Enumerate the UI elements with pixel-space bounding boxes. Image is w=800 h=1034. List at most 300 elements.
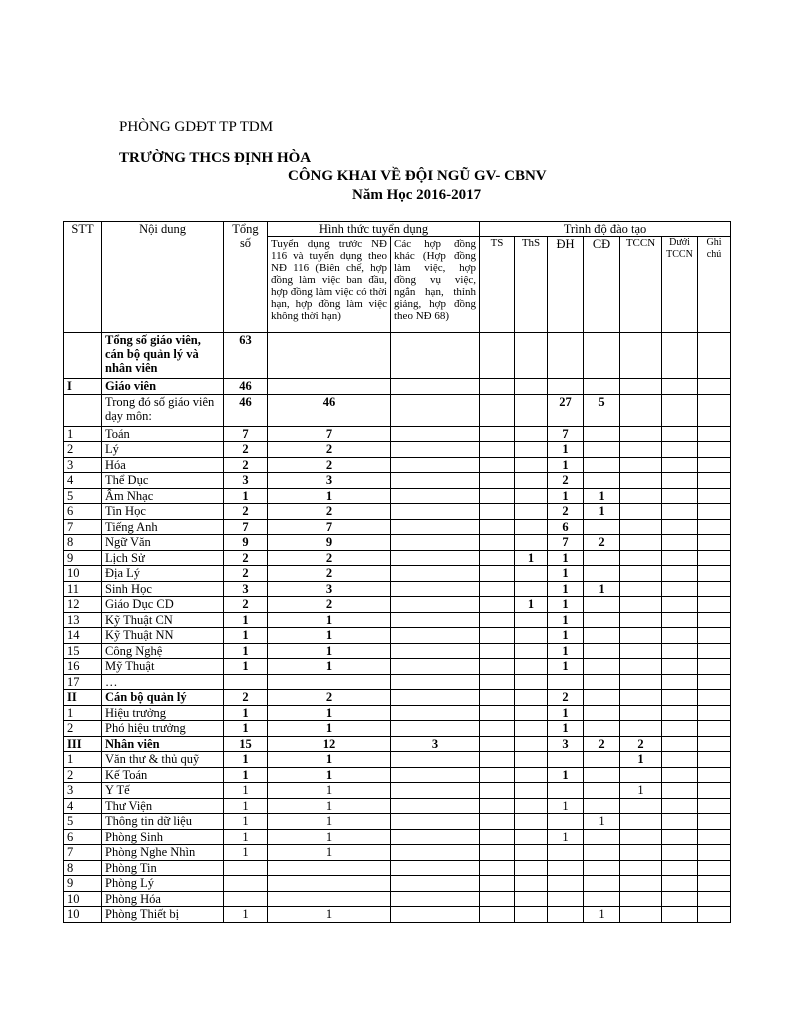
cell-stt bbox=[64, 394, 102, 426]
cell-note bbox=[698, 659, 731, 675]
cell-ths bbox=[515, 674, 548, 690]
cell-ths bbox=[515, 473, 548, 489]
cell-below bbox=[662, 628, 698, 644]
cell-dh: 1 bbox=[548, 659, 584, 675]
cell-tccn bbox=[620, 721, 662, 737]
cell-nd116: 2 bbox=[268, 566, 391, 582]
cell-other bbox=[391, 876, 480, 892]
cell-total: 63 bbox=[224, 333, 268, 379]
cell-tccn bbox=[620, 907, 662, 923]
cell-stt: 3 bbox=[64, 783, 102, 799]
cell-ts bbox=[480, 798, 515, 814]
cell-total: 2 bbox=[224, 457, 268, 473]
cell-below bbox=[662, 442, 698, 458]
cell-ts bbox=[480, 597, 515, 613]
cell-cd bbox=[584, 752, 620, 768]
cell-other bbox=[391, 535, 480, 551]
cell-cd bbox=[584, 876, 620, 892]
cell-ts bbox=[480, 442, 515, 458]
cell-cd bbox=[584, 659, 620, 675]
cell-note bbox=[698, 721, 731, 737]
cell-below bbox=[662, 550, 698, 566]
cell-other bbox=[391, 628, 480, 644]
table-row bbox=[64, 814, 731, 830]
cell-tccn bbox=[620, 566, 662, 582]
cell-tccn: 2 bbox=[620, 736, 662, 752]
cell-stt: 1 bbox=[64, 752, 102, 768]
cell-ths bbox=[515, 798, 548, 814]
cell-below bbox=[662, 581, 698, 597]
cell-cd bbox=[584, 705, 620, 721]
cell-other bbox=[391, 473, 480, 489]
cell-cd: 5 bbox=[584, 394, 620, 426]
cell-tccn bbox=[620, 519, 662, 535]
cell-note bbox=[698, 876, 731, 892]
table-row bbox=[64, 597, 731, 613]
table-row bbox=[64, 845, 731, 861]
cell-below bbox=[662, 767, 698, 783]
cell-content: Tiếng Anh bbox=[102, 519, 224, 535]
cell-nd116: 2 bbox=[268, 504, 391, 520]
cell-total bbox=[224, 674, 268, 690]
cell-note bbox=[698, 907, 731, 923]
cell-dh: 1 bbox=[548, 705, 584, 721]
cell-cd bbox=[584, 379, 620, 395]
cell-ths bbox=[515, 783, 548, 799]
cell-below bbox=[662, 736, 698, 752]
table-row bbox=[64, 379, 731, 395]
cell-cd: 1 bbox=[584, 504, 620, 520]
cell-ts bbox=[480, 394, 515, 426]
cell-stt: 10 bbox=[64, 566, 102, 582]
cell-note bbox=[698, 643, 731, 659]
cell-below bbox=[662, 907, 698, 923]
cell-nd116 bbox=[268, 379, 391, 395]
cell-below bbox=[662, 488, 698, 504]
cell-note bbox=[698, 736, 731, 752]
header-note: Ghi chú bbox=[698, 237, 731, 333]
cell-dh bbox=[548, 379, 584, 395]
cell-nd116: 1 bbox=[268, 845, 391, 861]
cell-stt: 16 bbox=[64, 659, 102, 675]
table-row bbox=[64, 394, 731, 426]
cell-total: 1 bbox=[224, 845, 268, 861]
cell-cd: 2 bbox=[584, 535, 620, 551]
cell-note bbox=[698, 612, 731, 628]
cell-ts bbox=[480, 426, 515, 442]
cell-nd116: 1 bbox=[268, 659, 391, 675]
cell-dh: 1 bbox=[548, 721, 584, 737]
cell-stt: 1 bbox=[64, 426, 102, 442]
cell-dh bbox=[548, 752, 584, 768]
cell-ths bbox=[515, 504, 548, 520]
cell-content: … bbox=[102, 674, 224, 690]
cell-note bbox=[698, 845, 731, 861]
cell-dh: 7 bbox=[548, 535, 584, 551]
cell-below bbox=[662, 814, 698, 830]
cell-ts bbox=[480, 690, 515, 706]
table-row bbox=[64, 473, 731, 489]
cell-note bbox=[698, 891, 731, 907]
table-row bbox=[64, 581, 731, 597]
cell-ts bbox=[480, 891, 515, 907]
cell-stt: 8 bbox=[64, 535, 102, 551]
cell-tccn bbox=[620, 442, 662, 458]
cell-stt: III bbox=[64, 736, 102, 752]
cell-cd bbox=[584, 566, 620, 582]
cell-ts bbox=[480, 333, 515, 379]
cell-tccn bbox=[620, 643, 662, 659]
cell-total: 2 bbox=[224, 504, 268, 520]
cell-total: 7 bbox=[224, 426, 268, 442]
cell-dh: 2 bbox=[548, 690, 584, 706]
cell-total: 1 bbox=[224, 798, 268, 814]
cell-cd bbox=[584, 473, 620, 489]
cell-dh: 2 bbox=[548, 504, 584, 520]
cell-content: Nhân viên bbox=[102, 736, 224, 752]
cell-content: Âm Nhạc bbox=[102, 488, 224, 504]
cell-below bbox=[662, 535, 698, 551]
cell-ths bbox=[515, 628, 548, 644]
cell-total: 1 bbox=[224, 643, 268, 659]
cell-dh: 6 bbox=[548, 519, 584, 535]
cell-ths bbox=[515, 721, 548, 737]
cell-total: 2 bbox=[224, 566, 268, 582]
cell-stt: 14 bbox=[64, 628, 102, 644]
cell-below bbox=[662, 333, 698, 379]
cell-ths bbox=[515, 581, 548, 597]
cell-cd bbox=[584, 550, 620, 566]
cell-dh bbox=[548, 845, 584, 861]
cell-other bbox=[391, 783, 480, 799]
cell-tccn bbox=[620, 597, 662, 613]
cell-nd116: 1 bbox=[268, 721, 391, 737]
cell-nd116 bbox=[268, 860, 391, 876]
cell-ths: 1 bbox=[515, 550, 548, 566]
cell-ths bbox=[515, 705, 548, 721]
cell-cd: 2 bbox=[584, 736, 620, 752]
cell-cd bbox=[584, 891, 620, 907]
cell-content: Phòng Sinh bbox=[102, 829, 224, 845]
cell-content: Ngữ Văn bbox=[102, 535, 224, 551]
cell-ts bbox=[480, 907, 515, 923]
cell-note bbox=[698, 829, 731, 845]
cell-total: 1 bbox=[224, 829, 268, 845]
cell-note bbox=[698, 860, 731, 876]
cell-ths bbox=[515, 488, 548, 504]
cell-ts bbox=[480, 581, 515, 597]
cell-total: 1 bbox=[224, 612, 268, 628]
cell-tccn bbox=[620, 504, 662, 520]
cell-note bbox=[698, 628, 731, 644]
header-tccn: TCCN bbox=[620, 237, 662, 333]
cell-content: Thư Viện bbox=[102, 798, 224, 814]
cell-tccn bbox=[620, 767, 662, 783]
cell-note bbox=[698, 674, 731, 690]
cell-nd116: 7 bbox=[268, 426, 391, 442]
cell-ths bbox=[515, 767, 548, 783]
cell-tccn: 1 bbox=[620, 783, 662, 799]
cell-nd116: 1 bbox=[268, 612, 391, 628]
cell-stt: 13 bbox=[64, 612, 102, 628]
cell-note bbox=[698, 457, 731, 473]
cell-tccn bbox=[620, 829, 662, 845]
cell-nd116: 46 bbox=[268, 394, 391, 426]
cell-other bbox=[391, 550, 480, 566]
cell-ths bbox=[515, 612, 548, 628]
cell-stt: 3 bbox=[64, 457, 102, 473]
table-row bbox=[64, 457, 731, 473]
cell-ts bbox=[480, 643, 515, 659]
cell-dh: 1 bbox=[548, 628, 584, 644]
table-row bbox=[64, 488, 731, 504]
cell-tccn bbox=[620, 550, 662, 566]
cell-cd bbox=[584, 457, 620, 473]
cell-total: 1 bbox=[224, 752, 268, 768]
cell-cd: 1 bbox=[584, 814, 620, 830]
cell-ths bbox=[515, 379, 548, 395]
cell-ts bbox=[480, 612, 515, 628]
cell-cd: 1 bbox=[584, 581, 620, 597]
cell-other bbox=[391, 767, 480, 783]
cell-note bbox=[698, 752, 731, 768]
cell-note bbox=[698, 581, 731, 597]
cell-total bbox=[224, 876, 268, 892]
cell-below bbox=[662, 845, 698, 861]
cell-below bbox=[662, 566, 698, 582]
cell-nd116: 1 bbox=[268, 767, 391, 783]
cell-cd: 1 bbox=[584, 488, 620, 504]
cell-below bbox=[662, 752, 698, 768]
cell-nd116: 2 bbox=[268, 690, 391, 706]
cell-cd bbox=[584, 674, 620, 690]
cell-ths bbox=[515, 860, 548, 876]
cell-below bbox=[662, 473, 698, 489]
cell-dh bbox=[548, 876, 584, 892]
cell-total: 1 bbox=[224, 488, 268, 504]
cell-other bbox=[391, 860, 480, 876]
cell-nd116: 1 bbox=[268, 705, 391, 721]
cell-ts bbox=[480, 457, 515, 473]
cell-other bbox=[391, 907, 480, 923]
cell-tccn bbox=[620, 814, 662, 830]
header-dh: ĐH bbox=[548, 237, 584, 333]
table-row bbox=[64, 643, 731, 659]
cell-stt: 6 bbox=[64, 504, 102, 520]
cell-cd bbox=[584, 767, 620, 783]
cell-other bbox=[391, 394, 480, 426]
cell-dh bbox=[548, 891, 584, 907]
cell-tccn bbox=[620, 891, 662, 907]
cell-note bbox=[698, 690, 731, 706]
table-row bbox=[64, 442, 731, 458]
cell-stt: 7 bbox=[64, 519, 102, 535]
cell-cd bbox=[584, 721, 620, 737]
cell-below bbox=[662, 690, 698, 706]
cell-below bbox=[662, 457, 698, 473]
cell-stt: II bbox=[64, 690, 102, 706]
table-row bbox=[64, 628, 731, 644]
cell-other bbox=[391, 504, 480, 520]
cell-nd116: 1 bbox=[268, 814, 391, 830]
staff-table bbox=[63, 221, 731, 923]
cell-ths bbox=[515, 457, 548, 473]
cell-nd116: 1 bbox=[268, 783, 391, 799]
table-row bbox=[64, 612, 731, 628]
table-row bbox=[64, 519, 731, 535]
cell-total: 46 bbox=[224, 379, 268, 395]
cell-total: 2 bbox=[224, 597, 268, 613]
table-row bbox=[64, 674, 731, 690]
cell-tccn bbox=[620, 659, 662, 675]
table-row bbox=[64, 783, 731, 799]
cell-note bbox=[698, 442, 731, 458]
cell-content: Kỹ Thuật CN bbox=[102, 612, 224, 628]
cell-note bbox=[698, 597, 731, 613]
cell-content: Hóa bbox=[102, 457, 224, 473]
header-below-tccn: Dưới TCCN bbox=[662, 237, 698, 333]
cell-content: Phòng Lý bbox=[102, 876, 224, 892]
cell-stt: 1 bbox=[64, 705, 102, 721]
cell-stt: 10 bbox=[64, 891, 102, 907]
header-recruit-nd116: Tuyển dụng trước NĐ 116 và tuyển dụng theo NĐ 116 (Biên chế, hợp đồng làm việc ban đầu, hợp đồng làm việc có thời hạn, hợp đồng làm việc không thời hạn) bbox=[268, 237, 391, 333]
cell-content: Phó hiệu trưởng bbox=[102, 721, 224, 737]
cell-dh: 1 bbox=[548, 612, 584, 628]
cell-below bbox=[662, 783, 698, 799]
cell-tccn bbox=[620, 426, 662, 442]
cell-content: Công Nghệ bbox=[102, 643, 224, 659]
cell-stt: 5 bbox=[64, 488, 102, 504]
cell-below bbox=[662, 519, 698, 535]
cell-other bbox=[391, 690, 480, 706]
header-edu-group: Trình độ đào tạo bbox=[480, 222, 731, 237]
cell-below bbox=[662, 379, 698, 395]
cell-ts bbox=[480, 752, 515, 768]
cell-below bbox=[662, 891, 698, 907]
cell-content: Thông tin dữ liệu bbox=[102, 814, 224, 830]
cell-note bbox=[698, 473, 731, 489]
cell-note bbox=[698, 504, 731, 520]
cell-ts bbox=[480, 674, 515, 690]
header-content: Nội dung bbox=[102, 222, 224, 333]
cell-stt: 6 bbox=[64, 829, 102, 845]
cell-total: 2 bbox=[224, 550, 268, 566]
cell-total: 2 bbox=[224, 690, 268, 706]
cell-nd116: 1 bbox=[268, 643, 391, 659]
cell-dh bbox=[548, 333, 584, 379]
cell-dh bbox=[548, 814, 584, 830]
cell-dh bbox=[548, 674, 584, 690]
cell-nd116: 2 bbox=[268, 457, 391, 473]
cell-tccn bbox=[620, 394, 662, 426]
cell-dh bbox=[548, 907, 584, 923]
cell-other bbox=[391, 426, 480, 442]
cell-below bbox=[662, 860, 698, 876]
cell-tccn bbox=[620, 379, 662, 395]
cell-stt: 8 bbox=[64, 860, 102, 876]
cell-content: Phòng Thiết bị bbox=[102, 907, 224, 923]
table-row bbox=[64, 535, 731, 551]
cell-dh: 7 bbox=[548, 426, 584, 442]
cell-other bbox=[391, 814, 480, 830]
cell-tccn bbox=[620, 876, 662, 892]
cell-note bbox=[698, 333, 731, 379]
cell-ths bbox=[515, 659, 548, 675]
cell-content: Trong đó số giáo viên dạy môn: bbox=[102, 394, 224, 426]
cell-content: Giáo viên bbox=[102, 379, 224, 395]
cell-nd116: 2 bbox=[268, 597, 391, 613]
cell-cd bbox=[584, 783, 620, 799]
cell-tccn bbox=[620, 488, 662, 504]
cell-note bbox=[698, 519, 731, 535]
cell-cd bbox=[584, 333, 620, 379]
cell-ths bbox=[515, 333, 548, 379]
cell-total: 1 bbox=[224, 628, 268, 644]
cell-other bbox=[391, 798, 480, 814]
cell-nd116 bbox=[268, 876, 391, 892]
cell-dh: 1 bbox=[548, 442, 584, 458]
header-total: Tổng số bbox=[224, 222, 268, 333]
cell-ths bbox=[515, 442, 548, 458]
cell-note bbox=[698, 488, 731, 504]
cell-dh: 1 bbox=[548, 457, 584, 473]
cell-stt: 2 bbox=[64, 721, 102, 737]
cell-stt: 4 bbox=[64, 473, 102, 489]
cell-other bbox=[391, 659, 480, 675]
cell-ths bbox=[515, 394, 548, 426]
cell-dh: 1 bbox=[548, 643, 584, 659]
table-row bbox=[64, 876, 731, 892]
cell-other bbox=[391, 442, 480, 458]
cell-dh: 1 bbox=[548, 581, 584, 597]
cell-cd bbox=[584, 519, 620, 535]
table-row bbox=[64, 721, 731, 737]
cell-cd bbox=[584, 426, 620, 442]
cell-dh: 1 bbox=[548, 488, 584, 504]
cell-dh: 1 bbox=[548, 566, 584, 582]
cell-other bbox=[391, 829, 480, 845]
table-row bbox=[64, 798, 731, 814]
cell-nd116: 2 bbox=[268, 550, 391, 566]
cell-ts bbox=[480, 783, 515, 799]
document-title: CÔNG KHAI VỀ ĐỘI NGŨ GV- CBNV bbox=[288, 168, 547, 184]
cell-dh: 1 bbox=[548, 767, 584, 783]
cell-nd116: 9 bbox=[268, 535, 391, 551]
cell-nd116: 1 bbox=[268, 628, 391, 644]
cell-other bbox=[391, 581, 480, 597]
cell-total: 1 bbox=[224, 721, 268, 737]
cell-note bbox=[698, 814, 731, 830]
cell-ths bbox=[515, 876, 548, 892]
cell-dh: 1 bbox=[548, 798, 584, 814]
cell-tccn: 1 bbox=[620, 752, 662, 768]
cell-total: 1 bbox=[224, 783, 268, 799]
school-name: TRƯỜNG THCS ĐỊNH HÒA bbox=[119, 150, 312, 166]
cell-ths bbox=[515, 829, 548, 845]
department-name: PHÒNG GDĐT TP TDM bbox=[119, 119, 274, 135]
cell-note bbox=[698, 705, 731, 721]
cell-note bbox=[698, 566, 731, 582]
cell-cd bbox=[584, 798, 620, 814]
cell-note bbox=[698, 535, 731, 551]
cell-note bbox=[698, 783, 731, 799]
cell-note bbox=[698, 767, 731, 783]
cell-total: 9 bbox=[224, 535, 268, 551]
cell-nd116: 1 bbox=[268, 907, 391, 923]
cell-ths bbox=[515, 566, 548, 582]
header-recruit-other: Các hợp đồng khác (Hợp đồng làm việc, hợp đồng vụ việc, ngắn hạn, thỉnh giảng, hợp đồng theo NĐ 68) bbox=[391, 237, 480, 333]
cell-other bbox=[391, 705, 480, 721]
